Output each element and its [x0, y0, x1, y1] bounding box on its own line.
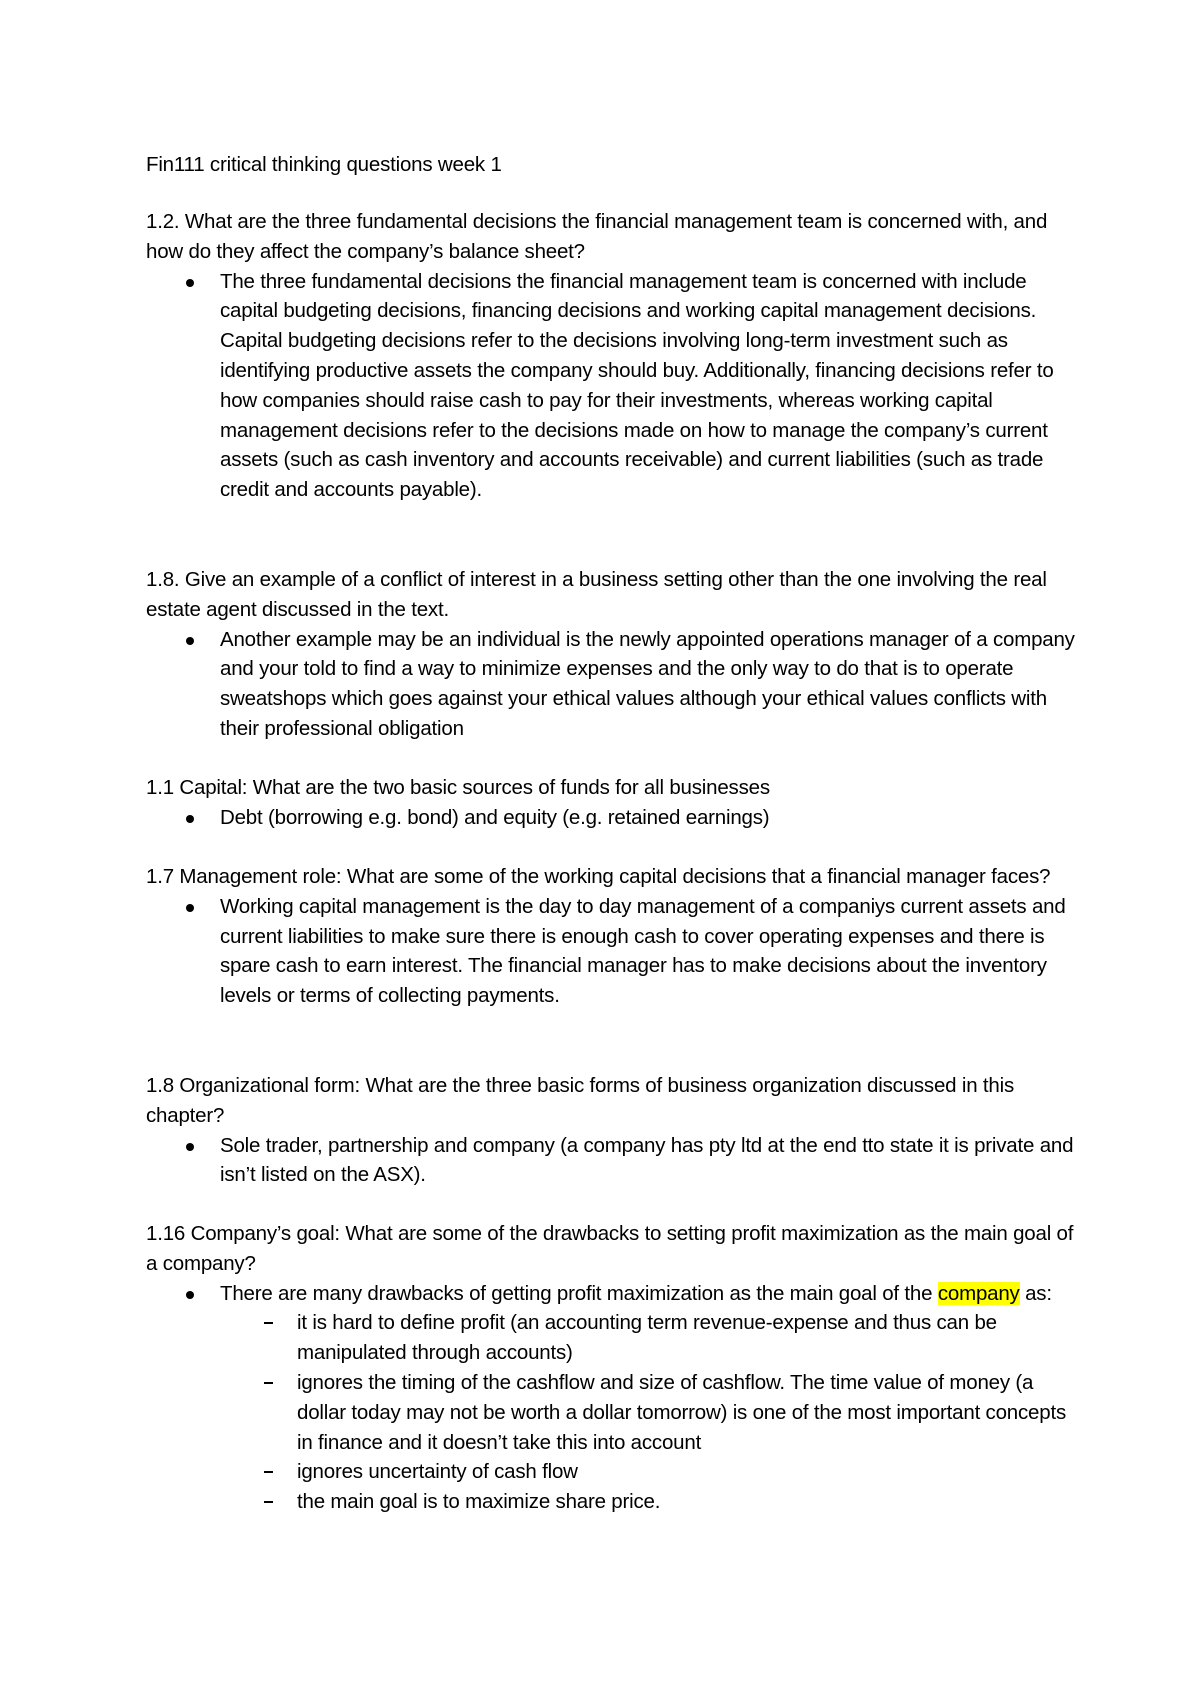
question-text: 1.7 Management role: What are some of the working capital decisions that a financial manager faces? [146, 865, 1051, 888]
dash-icon [264, 1322, 273, 1324]
dash-icon [264, 1501, 273, 1503]
bullet-icon [186, 637, 194, 645]
dash-icon [264, 1471, 273, 1473]
bullet-icon [186, 279, 194, 287]
answer-list [146, 267, 1076, 505]
answer-item [146, 1131, 1076, 1191]
sub-point-text: ignores the timing of the cashflow and size of cashflow. The time value of money (a dollar today may not be worth a dollar tomorrow) is one of the most important concepts in finance and it doesn’t take this into account [297, 1370, 1067, 1454]
sub-point-text: it is hard to define profit (an accounting term revenue-expense and thus can be manipulated through accounts) [297, 1311, 997, 1365]
answer-list [146, 892, 1076, 1011]
answer-text: There are many drawbacks of getting profit maximization as the main goal of the [220, 1281, 933, 1305]
section-1-2 [146, 207, 1076, 505]
answer-text: Another example may be an individual is the newly appointed operations manager of a company and your told to find a way to minimize expenses and the only way to do that is to operate sweatshops which goes against your ethical values although your ethical values conflicts with their professional obligation [220, 627, 1075, 740]
sub-point-text: the main goal is to maximize share price. [297, 1490, 661, 1514]
section-1-16-company-goal [146, 1219, 1076, 1517]
answer-text: The three fundamental decisions the financial management team is concerned with include capital budgeting decisions, financing decisions and working capital management decisions. Capital budgeting decisions refer to the decisions involving long-term investment such as identifying productive assets the company should buy. Additionally, financing decisions refer to how companies should raise cash to pay for their investments, whereas working capital management decisions refer to the decisions made on how to manage the company’s current assets (such as cash inventory and accounts receivable) and current liabilities (such as trade credit and accounts payable). [220, 269, 1054, 502]
sub-point-text: ignores uncertainty of cash flow [297, 1460, 578, 1484]
answer-list [146, 1131, 1076, 1191]
sub-point [146, 1487, 1076, 1517]
question-text: 1.8 Organizational form: What are the three basic forms of business organization discussed in this chapter? [146, 1074, 1015, 1127]
bullet-icon [186, 1291, 194, 1299]
sub-point [146, 1368, 1076, 1457]
answer-list [146, 1279, 1076, 1309]
question-text: 1.8. Give an example of a conflict of interest in a business setting other than the one involving the real estate agent discussed in the text. [146, 568, 1047, 621]
answer-item [146, 892, 1076, 1011]
answer-text: Working capital management is the day to day management of a companiys current assets and current liabilities to make sure there is enough cash to cover operating expenses and there is spare cash to earn interest. The financial manager has to make decisions about the inventory levels or terms of collecting payments. [220, 894, 1066, 1008]
answer-item [146, 803, 1076, 833]
section-1-1-capital [146, 773, 1076, 833]
question-text: 1.1 Capital: What are the two basic sources of funds for all businesses [146, 776, 770, 799]
sub-point-list [146, 1308, 1076, 1517]
section-1-8-organizational-form [146, 1071, 1076, 1190]
dash-icon [264, 1382, 273, 1384]
answer-item [146, 625, 1076, 744]
answer-text: Debt (borrowing e.g. bond) and equity (e.g. retained earnings) [220, 805, 770, 829]
answer-list [146, 803, 1076, 833]
answer-text: Sole trader, partnership and company (a company has pty ltd at the end tto state it is private and isn’t listed on the ASX). [220, 1133, 1074, 1187]
bullet-icon [186, 815, 194, 823]
answer-item [146, 1279, 1076, 1309]
bullet-icon [186, 904, 194, 912]
sub-point [146, 1457, 1076, 1487]
highlighted-word: company [937, 1281, 1020, 1305]
section-1-8-conflict [146, 565, 1076, 744]
sub-point [146, 1308, 1076, 1368]
question-text: 1.2. What are the three fundamental decisions the financial management team is concerned with, and how do they affect the company’s balance sheet? [146, 210, 1048, 263]
answer-item [146, 267, 1076, 505]
question-text: 1.16 Company’s goal: What are some of the drawbacks to setting profit maximization as the main goal of a company? [146, 1222, 1074, 1275]
bullet-icon [186, 1143, 194, 1151]
section-1-7-management-role [146, 862, 1076, 1011]
document-title: Fin111 critical thinking questions week 1 [146, 153, 502, 176]
answer-text-end: as: [1019, 1281, 1052, 1305]
answer-list [146, 625, 1076, 744]
